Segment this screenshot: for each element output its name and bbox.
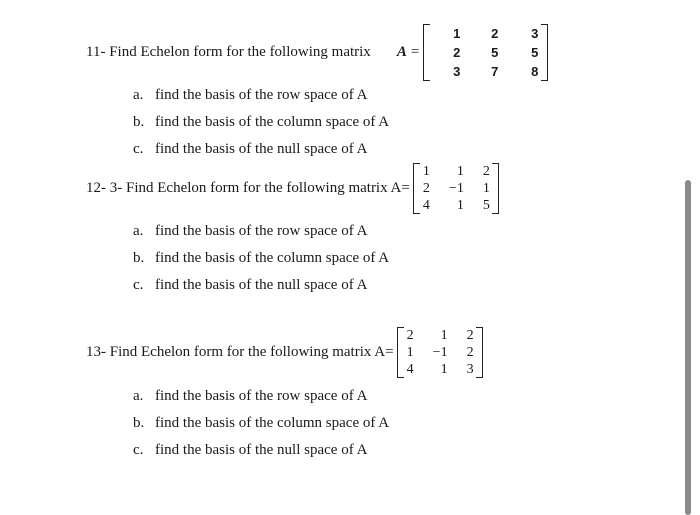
matrix-cell: 7 bbox=[491, 64, 499, 79]
problem-13-subitems bbox=[133, 383, 389, 464]
item-letter: c. bbox=[133, 141, 144, 157]
matrix-cell: 2 bbox=[466, 345, 474, 360]
list-item bbox=[133, 109, 389, 136]
matrix-13 bbox=[397, 327, 483, 378]
list-item bbox=[133, 383, 389, 410]
list-item bbox=[133, 272, 389, 299]
item-text: find the basis of the row space of A bbox=[155, 223, 368, 239]
left-bracket bbox=[413, 163, 420, 214]
item-text: find the basis of the row space of A bbox=[155, 87, 368, 103]
matrix-cell: 2 bbox=[491, 26, 499, 41]
item-letter: b. bbox=[133, 250, 145, 266]
matrix-cell: 2 bbox=[453, 45, 461, 60]
matrix-cell: 2 bbox=[422, 181, 430, 196]
matrix-label: A bbox=[396, 44, 407, 60]
problem-12 bbox=[86, 163, 499, 214]
vertical-scrollbar[interactable] bbox=[685, 180, 691, 515]
item-letter: c. bbox=[133, 442, 144, 458]
item-letter: a. bbox=[133, 87, 144, 103]
item-text: find the basis of the column space of A bbox=[155, 415, 390, 431]
matrix-cell: 5 bbox=[531, 45, 539, 60]
matrix-cell: 1 bbox=[456, 198, 464, 213]
matrix-11 bbox=[423, 24, 548, 81]
list-item bbox=[133, 136, 389, 163]
matrix-cell: 1 bbox=[453, 26, 461, 41]
problem-12-subitems bbox=[133, 218, 389, 299]
matrix-cell: 4 bbox=[406, 362, 414, 377]
matrix-cell: 4 bbox=[422, 198, 430, 213]
matrix-cell: 1 bbox=[406, 345, 414, 360]
matrix-cell: 3 bbox=[531, 26, 539, 41]
problem-13 bbox=[86, 327, 483, 378]
matrix-cell: 1 bbox=[440, 362, 448, 377]
matrix-cell: 1 bbox=[440, 328, 448, 343]
matrix-12-grid bbox=[420, 163, 492, 214]
equals-sign: = bbox=[410, 44, 420, 60]
matrix-cell: 1 bbox=[456, 164, 464, 179]
matrix-cell: 8 bbox=[531, 64, 539, 79]
list-item bbox=[133, 437, 389, 464]
item-letter: b. bbox=[133, 415, 145, 431]
matrix-cell: 5 bbox=[482, 198, 490, 213]
matrix-cell: 5 bbox=[491, 45, 499, 60]
item-text: find the basis of the null space of A bbox=[155, 277, 368, 293]
item-text: find the basis of the column space of A bbox=[155, 114, 390, 130]
matrix-cell: 3 bbox=[466, 362, 474, 377]
item-text: find the basis of the row space of A bbox=[155, 388, 368, 404]
matrix-cell: 1 bbox=[482, 181, 490, 196]
right-bracket bbox=[541, 24, 548, 81]
left-bracket bbox=[423, 24, 430, 81]
list-item bbox=[133, 82, 389, 109]
matrix-cell: −1 bbox=[448, 181, 464, 196]
matrix-cell: −1 bbox=[432, 345, 448, 360]
matrix-13-grid bbox=[404, 327, 476, 378]
item-text: find the basis of the null space of A bbox=[155, 141, 368, 157]
item-letter: a. bbox=[133, 388, 144, 404]
matrix-cell: 1 bbox=[422, 164, 430, 179]
problem-12-title: 12- 3- Find Echelon form for the following matrix A= bbox=[86, 180, 410, 196]
right-bracket bbox=[492, 163, 499, 214]
problem-11-subitems bbox=[133, 82, 389, 163]
problem-13-title: 13- Find Echelon form for the following matrix A= bbox=[86, 344, 394, 360]
item-letter: a. bbox=[133, 223, 144, 239]
item-text: find the basis of the column space of A bbox=[155, 250, 390, 266]
list-item bbox=[133, 245, 389, 272]
list-item bbox=[133, 410, 389, 437]
matrix-cell: 2 bbox=[466, 328, 474, 343]
matrix-cell: 2 bbox=[406, 328, 414, 343]
matrix-11-grid bbox=[430, 24, 541, 81]
problem-11 bbox=[86, 24, 548, 81]
item-letter: b. bbox=[133, 114, 145, 130]
matrix-cell: 3 bbox=[453, 64, 461, 79]
right-bracket bbox=[476, 327, 483, 378]
matrix-cell: 2 bbox=[482, 164, 490, 179]
matrix-12 bbox=[413, 163, 499, 214]
left-bracket bbox=[397, 327, 404, 378]
list-item bbox=[133, 218, 389, 245]
item-letter: c. bbox=[133, 277, 144, 293]
item-text: find the basis of the null space of A bbox=[155, 442, 368, 458]
problem-11-title: 11- Find Echelon form for the following matrix bbox=[86, 44, 371, 60]
